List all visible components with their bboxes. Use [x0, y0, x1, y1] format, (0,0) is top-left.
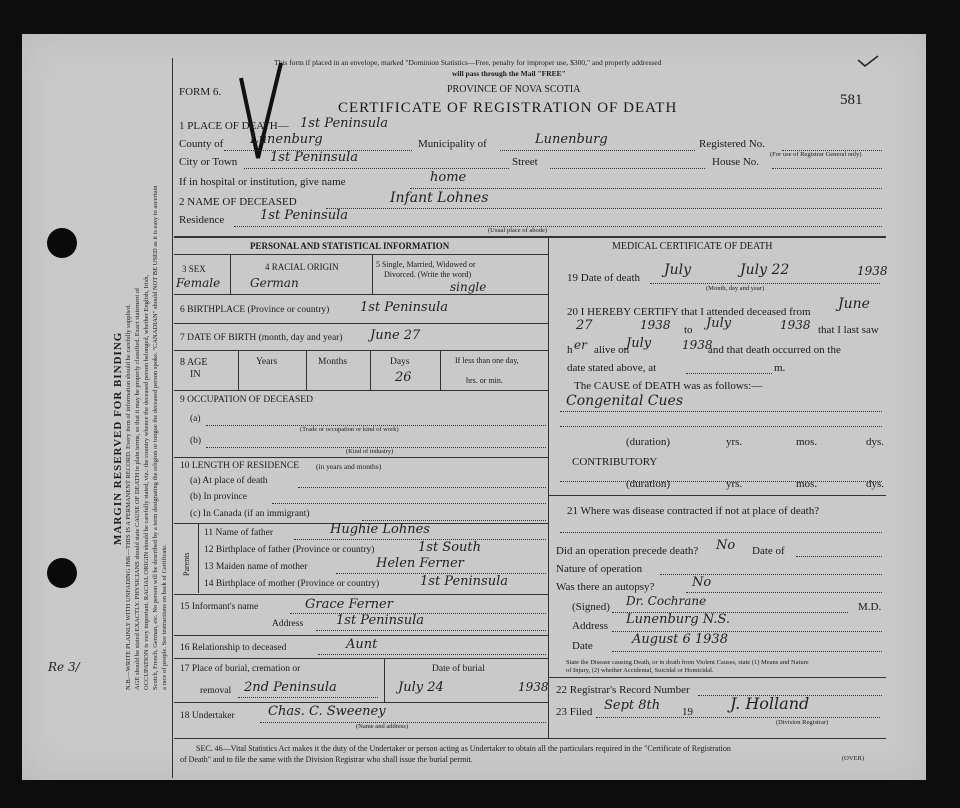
- duration-label-2: (duration): [626, 478, 670, 490]
- birthplace-value: 1st Peninsula: [360, 300, 449, 315]
- cell-divider: [230, 254, 231, 294]
- burial-removal-label: removal: [200, 686, 232, 696]
- registered-no-label: Registered No.: [699, 138, 765, 150]
- cause-line-1: [560, 411, 882, 412]
- cell-divider: [440, 350, 441, 390]
- residence-b-label: (b) In province: [190, 492, 247, 502]
- form-number: FORM 6.: [179, 86, 222, 98]
- sex-value: Female: [176, 276, 221, 290]
- duration-label: (duration): [626, 436, 670, 448]
- dob-value: June 27: [370, 328, 421, 343]
- burial-date-value: July 24: [398, 680, 444, 695]
- certify-label: 20 I HEREBY CERTIFY that I attended deceased from: [567, 306, 811, 318]
- municipality-value: Lunenburg: [535, 132, 608, 147]
- margin-reserved-label: MARGIN RESERVED FOR BINDING: [112, 331, 124, 545]
- operation-label: Did an operation precede death?: [556, 545, 699, 557]
- sex-label: 3 SEX: [182, 264, 206, 274]
- undertaker-note: (Name and address): [356, 723, 408, 730]
- racial-origin-label: 4 RACIAL ORIGIN: [265, 262, 339, 272]
- sign-date-line: [612, 651, 882, 652]
- check-mark-icon: [856, 54, 880, 70]
- filed-line: [596, 717, 880, 718]
- birthplace-label: 6 BIRTHPLACE (Province or country): [180, 305, 330, 315]
- binding-hole: [47, 228, 77, 258]
- county-label: County of: [179, 138, 224, 150]
- margin-instruction: AGE should be stated EXACTLY. PHYSICIANS should state CAUSE OF DEATH in plain terms, so that it may be properly classified. Exact statement of: [134, 287, 141, 690]
- row-divider: [174, 702, 548, 703]
- death-year-value: 1938: [857, 264, 888, 278]
- undertaker-value: Chas. C. Sweeney: [268, 704, 386, 719]
- certificate-number: 581: [840, 92, 863, 108]
- row-divider: [548, 677, 886, 678]
- last-saw-label: that I last saw: [818, 324, 879, 336]
- mail-notice-free: will pass through the Mail "FREE": [452, 69, 566, 78]
- burial-date-label: Date of burial: [432, 664, 485, 674]
- certificate-title: CERTIFICATE OF REGISTRATION OF DEATH: [338, 100, 678, 116]
- place-of-death-value: 1st Peninsula: [300, 116, 389, 131]
- registrar-record-label: 22 Registrar's Record Number: [556, 684, 690, 696]
- father-name-label: 11 Name of father: [204, 528, 274, 538]
- attended-to-year: 1938: [780, 318, 811, 332]
- residence-length-note: (in years and months): [316, 462, 382, 471]
- over-note: (OVER): [842, 755, 865, 762]
- occupation-b-label: (b): [190, 436, 202, 446]
- pronoun-value: er: [574, 338, 587, 352]
- dob-label: 7 DATE OF BIRTH (month, day and year): [180, 333, 343, 343]
- marital-value: single: [450, 280, 487, 294]
- cause-value: Congenital Cues: [566, 393, 683, 409]
- date-of-death-label: 19 Date of death: [567, 272, 640, 284]
- autopsy-value: No: [692, 575, 712, 590]
- city-label: City or Town: [179, 156, 238, 168]
- attended-from-year: 1938: [640, 318, 671, 332]
- father-birthplace-value: 1st South: [418, 540, 482, 555]
- cause-label: The CAUSE of DEATH was as follows:—: [574, 380, 763, 392]
- violent-causes-note: State the Disease causing Death, or in death from Violent Causes, state (1) Means and Nature: [566, 659, 809, 666]
- mos-label: mos.: [796, 436, 818, 448]
- mother-name-value: Helen Ferner: [376, 556, 464, 571]
- alive-on-label: alive on: [594, 344, 630, 356]
- autopsy-line: [686, 592, 882, 593]
- place-of-death-label: 1 PLACE OF DEATH—: [179, 120, 289, 132]
- operation-nature-label: Nature of operation: [556, 563, 643, 575]
- relationship-line: [318, 654, 546, 655]
- municipality-label: Municipality of: [418, 138, 487, 150]
- relationship-label: 16 Relationship to deceased: [180, 643, 287, 653]
- house-no-label: House No.: [712, 156, 760, 168]
- row-divider: [174, 350, 548, 351]
- death-day-value: July 22: [740, 262, 790, 278]
- cell-divider: [370, 350, 371, 390]
- filed-label: 23 Filed: [556, 706, 593, 718]
- less-than-day-label: If less than one day,: [455, 356, 519, 365]
- residence-value: 1st Peninsula: [260, 208, 349, 223]
- months-label: Months: [318, 357, 348, 367]
- residence-length-label: 10 LENGTH OF RESIDENCE: [180, 461, 300, 471]
- racial-origin-value: German: [250, 276, 299, 290]
- father-birthplace-label: 12 Birthplace of father (Province or country): [204, 545, 375, 555]
- years-label: Years: [256, 357, 278, 367]
- margin-instruction: N.B.—WRITE PLAINLY WITH UNFADING INK—THIS IS A PERMANENT RECORD. Every item of information should be carefully supplied.: [125, 304, 132, 690]
- row-divider: [174, 658, 548, 659]
- cell-divider: [372, 254, 373, 294]
- date-stated-label: date stated above, at: [567, 362, 657, 374]
- margin-instruction: a race of people. See instructions on back of Certificate.: [161, 544, 168, 690]
- street-line: [550, 168, 705, 169]
- hrs-min-label: hrs. or min.: [466, 376, 503, 385]
- mother-name-label: 13 Maiden name of mother: [204, 562, 308, 572]
- to-label: to: [684, 324, 693, 336]
- physician-address-value: Lunenburg N.S.: [626, 612, 731, 627]
- mother-birthplace-value: 1st Peninsula: [420, 574, 509, 589]
- occupation-b-note: (Kind of industry): [346, 448, 394, 455]
- dys-label-2: dys.: [866, 478, 885, 490]
- city-value: 1st Peninsula: [270, 150, 359, 165]
- hospital-line: [410, 188, 882, 189]
- attended-from-day: 27: [576, 318, 593, 333]
- hospital-value: home: [430, 170, 467, 185]
- informant-address-line: [316, 630, 546, 631]
- occupation-a-note: (Trade or occupation or kind of work): [300, 426, 399, 433]
- burial-place-value: 2nd Peninsula: [244, 680, 337, 695]
- abode-note: (Usual place of abode): [488, 227, 548, 234]
- dys-label: dys.: [866, 436, 885, 448]
- violent-causes-note-2: of Injury, (2) whether Accidental, Suicidal or Homicidal.: [566, 667, 714, 674]
- deceased-name-line: [326, 208, 882, 209]
- md-label: M.D.: [858, 601, 882, 613]
- deceased-name-label: 2 NAME OF DECEASED: [179, 196, 297, 208]
- row-divider: [174, 390, 548, 391]
- city-line: [244, 168, 509, 169]
- province-name: PROVINCE OF NOVA SCOTIA: [447, 84, 581, 95]
- table-top-border: [174, 236, 886, 238]
- informant-address-label: Address: [272, 619, 304, 629]
- physician-signature: Dr. Cochrane: [626, 594, 707, 608]
- binding-hole: [47, 558, 77, 588]
- where-contracted-label: 21 Where was disease contracted if not at place of death?: [567, 505, 820, 517]
- marital-label-2: Divorced. (Write the word): [384, 270, 472, 279]
- section-46-note: SEC. 46—Vital Statistics Act makes it the duty of the Undertaker or person acting as Undertaker to obtain all the particulars required in the "Certificate of Registration: [196, 744, 731, 753]
- cell-divider: [238, 350, 239, 390]
- mother-birthplace-label: 14 Birthplace of mother (Province or country): [204, 579, 380, 589]
- section-46-note-2: of Death" and to file the same with the Division Registrar who shall issue the burial permit.: [180, 755, 473, 764]
- municipality-line: [500, 150, 695, 151]
- row-divider: [548, 495, 886, 496]
- burial-year-value: 1938: [518, 680, 549, 694]
- age-label-in: IN: [190, 369, 201, 380]
- street-label: Street: [512, 156, 538, 168]
- sign-date-value: August 6 1938: [632, 632, 728, 647]
- margin-pencil-note: Re 3/: [48, 660, 80, 674]
- burial-label: 17 Place of burial, cremation or: [180, 664, 301, 674]
- operation-date-label: Date of: [752, 545, 785, 557]
- informant-value: Grace Ferner: [305, 597, 393, 612]
- residence-c-label: (c) In Canada (if an immigrant): [190, 509, 310, 519]
- row-divider: [174, 635, 548, 636]
- cell-divider: [306, 350, 307, 390]
- informant-label: 15 Informant's name: [180, 602, 259, 612]
- margin-instruction: Scotch, French, German, etc. No person will be described by a term designating the religion or tongue the deceased person spoke. "CANADIAN" should NOT BE USED as it is easy to ascertain: [152, 185, 159, 690]
- medical-heading: MEDICAL CERTIFICATE OF DEATH: [612, 241, 773, 252]
- attended-from-month: June: [838, 296, 870, 312]
- date-format-note: (Month, day and year): [706, 285, 765, 292]
- operation-date-line: [796, 556, 882, 557]
- filed-year-label: 19: [682, 706, 693, 718]
- deceased-name-value: Infant Lohnes: [390, 190, 489, 206]
- contributory-label: CONTRIBUTORY: [572, 456, 658, 468]
- personal-info-heading: PERSONAL AND STATISTICAL INFORMATION: [250, 241, 450, 251]
- registrar-signature: J. Holland: [730, 694, 810, 713]
- division-registrar-note: (Division Registrar): [776, 719, 829, 726]
- column-divider: [548, 236, 549, 738]
- alive-on-value: July: [626, 336, 652, 351]
- residence-line: [234, 226, 882, 227]
- where-contracted-line: [560, 532, 882, 533]
- informant-address-value: 1st Peninsula: [336, 613, 425, 628]
- occupation-a-label: (a): [190, 414, 201, 424]
- cause-line-2: [560, 426, 882, 427]
- parents-label: Parents: [182, 552, 191, 576]
- time-suffix: m.: [774, 362, 786, 374]
- row-divider: [174, 323, 548, 324]
- margin-instruction: OCCUPATION is very important. RACIAL ORIGIN should be carefully stated, viz.: the country whence the deceased person belonged, whether English, Irish,: [143, 274, 150, 690]
- mail-notice: This form if placed in an envelope, marked "Dominion Statistics—Free, penalty for improper use, $300," and properly addressed: [274, 58, 662, 67]
- date-of-death-line: [650, 283, 880, 284]
- row-divider: [174, 294, 548, 295]
- attended-to-month: July: [706, 316, 732, 331]
- cell-divider: [198, 523, 199, 593]
- contributory-line: [560, 481, 882, 482]
- sign-date-label: Date: [572, 640, 593, 652]
- residence-b-line: [272, 503, 546, 504]
- yrs-label-2: yrs.: [726, 478, 743, 490]
- age-label: 8 AGE: [180, 357, 208, 368]
- row-divider: [174, 457, 548, 458]
- residence-label: Residence: [179, 214, 225, 226]
- table-bottom-border: [174, 738, 886, 739]
- burial-place-line: [238, 697, 378, 698]
- death-occurred-label: and that death occurred on the: [708, 344, 841, 356]
- residence-c-line: [362, 520, 546, 521]
- operation-value: No: [716, 538, 736, 553]
- filed-date-value: Sept 8th: [604, 698, 661, 713]
- residence-a-line: [298, 487, 546, 488]
- marital-label: 5 Single, Married, Widowed or: [376, 260, 476, 269]
- house-no-line: [772, 168, 882, 169]
- occupation-label: 9 OCCUPATION OF DECEASED: [180, 395, 313, 405]
- pronoun-prefix: h: [567, 344, 573, 356]
- time-line: [686, 373, 772, 374]
- relationship-value: Aunt: [346, 637, 378, 652]
- residence-a-label: (a) At place of death: [190, 476, 268, 486]
- death-month-value: July: [664, 262, 692, 278]
- father-name-value: Hughie Lohnes: [330, 522, 430, 537]
- margin-line: [172, 58, 173, 778]
- cell-divider: [384, 658, 385, 702]
- signed-label: (Signed): [572, 601, 610, 613]
- undertaker-label: 18 Undertaker: [180, 711, 235, 721]
- county-value: Lunenburg: [250, 132, 323, 147]
- hospital-label: If in hospital or institution, give name: [179, 176, 346, 188]
- registrar-general-note: (For use of Registrar General only): [770, 151, 862, 158]
- yrs-label: yrs.: [726, 436, 743, 448]
- alive-on-year: 1938: [682, 338, 713, 352]
- days-label: Days: [390, 357, 410, 367]
- days-value: 26: [395, 370, 412, 385]
- row-divider: [174, 594, 548, 595]
- autopsy-label: Was there an autopsy?: [556, 581, 655, 593]
- physician-address-label: Address: [572, 620, 609, 632]
- mos-label-2: mos.: [796, 478, 818, 490]
